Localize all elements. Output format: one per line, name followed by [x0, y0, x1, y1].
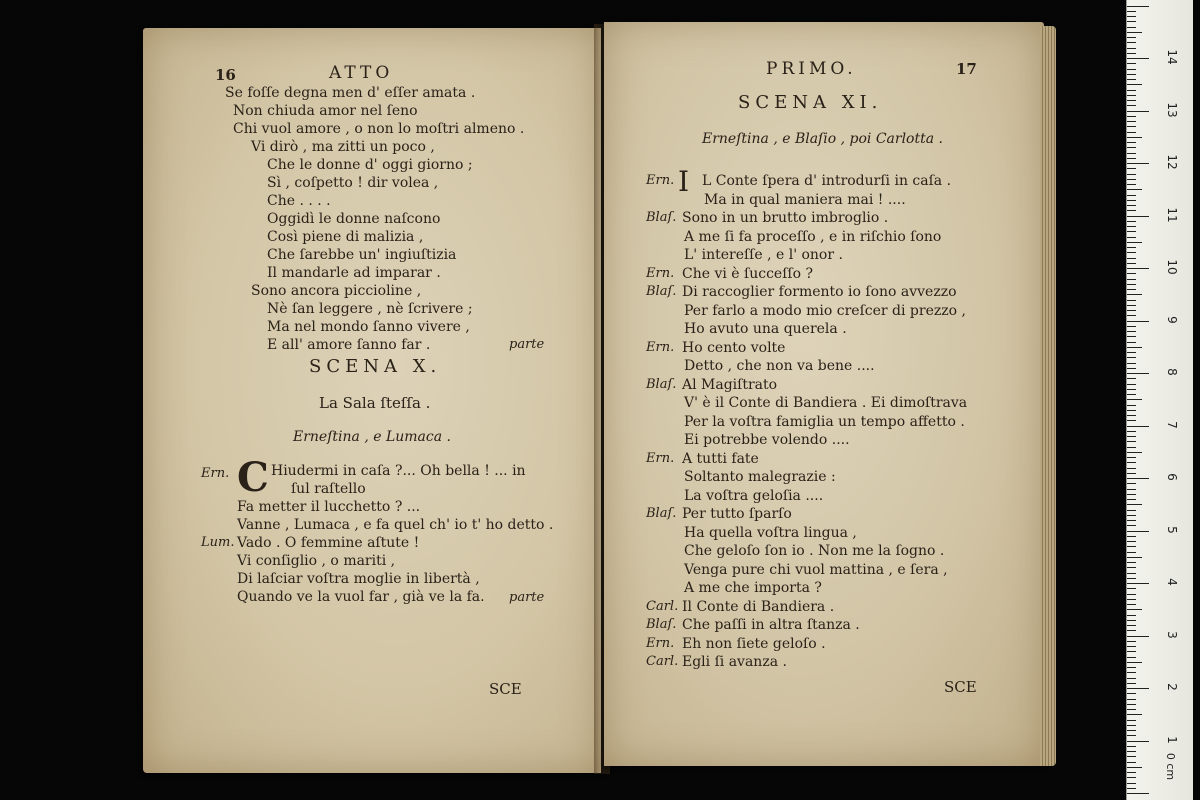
ruler-tick: [1127, 268, 1149, 269]
verse-line: Sono ancora piccioline ,: [251, 283, 422, 299]
speaker-label: Carl.: [646, 654, 679, 669]
ruler-tick: [1127, 32, 1142, 33]
ruler-tick: [1127, 321, 1149, 322]
ruler-tick: [1127, 158, 1136, 159]
speaker-label: Blaſ.: [646, 617, 677, 632]
dialogue-line: Vado . O femmine aſtute !: [237, 535, 420, 551]
ruler-tick: [1127, 510, 1136, 511]
ruler-tick: [1127, 567, 1136, 568]
ruler-tick: [1127, 573, 1136, 574]
ruler-tick: [1127, 90, 1136, 91]
ruler-tick: [1127, 620, 1136, 621]
ruler-tick: [1127, 478, 1149, 479]
ruler-tick: [1127, 21, 1136, 22]
ruler-tick: [1127, 205, 1136, 206]
dialogue-line: Detto , che non va bene ....: [684, 358, 875, 374]
ruler-unit-label: 0 cm: [1164, 752, 1178, 781]
ruler-number: 13: [1165, 101, 1179, 118]
ruler-tick: [1127, 42, 1136, 43]
ruler-tick: [1127, 247, 1136, 248]
ruler-tick: [1127, 168, 1136, 169]
ruler-tick: [1127, 284, 1136, 285]
ruler-tick: [1127, 641, 1136, 642]
page-edges: [1040, 26, 1056, 766]
ruler-tick: [1127, 368, 1136, 369]
ruler-number: 12: [1165, 154, 1179, 170]
ruler-tick: [1127, 751, 1136, 752]
speaker-label: Blaſ.: [646, 376, 677, 392]
ruler-tick: [1127, 730, 1136, 731]
ruler-tick: [1127, 84, 1142, 85]
ruler-tick: [1127, 756, 1136, 757]
dialogue-line: Che paſſi in altra ſtanza .: [682, 617, 860, 633]
ruler-tick: [1127, 741, 1149, 742]
ruler-tick: [1127, 153, 1136, 154]
ruler-tick: [1127, 79, 1136, 80]
ruler-tick: [1127, 69, 1136, 70]
ruler-tick: [1127, 531, 1149, 532]
ruler-tick: [1127, 588, 1136, 589]
ruler-tick: [1127, 363, 1136, 364]
ruler-tick: [1127, 326, 1136, 327]
stage-direction-parte: parte: [509, 337, 545, 352]
ruler-tick: [1127, 777, 1136, 778]
page-number-16: 16: [215, 66, 236, 84]
ruler-tick: [1127, 357, 1136, 358]
ruler-number: 8: [1165, 368, 1179, 376]
ruler-tick: [1127, 48, 1136, 49]
ruler-tick: [1127, 347, 1142, 348]
ruler-tick: [1127, 252, 1136, 253]
ruler-tick: [1127, 294, 1142, 295]
dialogue-line: Ho avuto una querela .: [684, 321, 847, 337]
ruler-tick: [1127, 447, 1136, 448]
speaker-label: Blaſ.: [646, 506, 677, 521]
ruler-tick: [1127, 137, 1142, 138]
measuring-ruler: [1126, 0, 1193, 800]
ruler-tick: [1127, 636, 1149, 637]
ruler-tick: [1127, 231, 1136, 232]
dialogue-line: Ma in qual maniera mai ! ....: [704, 191, 906, 208]
verse-line: Sì , coſpetto ! dir volea ,: [267, 175, 439, 191]
ruler-number: 1: [1165, 735, 1179, 744]
left-page: [143, 28, 601, 773]
ruler-tick: [1127, 163, 1149, 164]
verse-line: Nè ſan leggere , nè ſcrivere ;: [267, 301, 473, 317]
ruler-tick: [1127, 100, 1136, 101]
dialogue-line: Che vi è ſucceſſo ?: [682, 265, 813, 282]
ruler-tick: [1127, 221, 1136, 222]
ruler-tick: [1127, 210, 1136, 211]
page-number-17: 17: [956, 60, 977, 78]
ruler-tick: [1127, 536, 1136, 537]
verse-line: Oggidì le donne naſcono: [267, 211, 441, 227]
dialogue-line: L' intereſſe , e l' onor .: [684, 247, 843, 263]
ruler-tick: [1127, 468, 1136, 469]
ruler-tick: [1127, 352, 1136, 353]
ruler-tick: [1127, 410, 1136, 411]
ruler-tick: [1127, 305, 1136, 306]
ruler-tick: [1127, 336, 1136, 337]
ruler-number: 6: [1165, 473, 1179, 481]
scene-title: SCENA XI.: [738, 92, 883, 113]
ruler-tick: [1127, 200, 1136, 201]
scene-title: SCENA X.: [309, 356, 442, 377]
verse-line: Ma nel mondo ſanno vivere ,: [267, 319, 470, 335]
ruler-tick: [1127, 126, 1136, 127]
ruler-number: 14: [1165, 49, 1179, 65]
ruler-tick: [1127, 714, 1142, 715]
dialogue-line: Per tutto ſparſo: [682, 506, 792, 522]
ruler-tick: [1127, 58, 1149, 59]
ruler-tick: [1127, 520, 1136, 521]
dialogue-line: Al Magiſtrato: [682, 376, 778, 393]
dialogue-line: Il Conte di Bandiera .: [682, 598, 835, 615]
ruler-tick: [1127, 578, 1136, 579]
ruler-tick: [1127, 237, 1136, 238]
ruler-tick: [1127, 258, 1136, 259]
ruler-tick: [1127, 310, 1136, 311]
ruler-tick: [1127, 279, 1136, 280]
dialogue-line: Fa metter il lucchetto ? ...: [237, 499, 421, 515]
dialogue-line: Per farlo a modo mio creſcer di prezzo ,: [684, 302, 966, 319]
ruler-tick: [1127, 132, 1136, 133]
ruler-tick: [1127, 195, 1136, 196]
speaker-label: Ern.: [646, 265, 675, 281]
ruler-tick: [1127, 16, 1136, 17]
ruler-tick: [1127, 594, 1136, 595]
ruler-tick: [1127, 457, 1136, 458]
ruler-tick: [1127, 725, 1136, 726]
ruler-tick: [1127, 142, 1136, 143]
dialogue-line: Di raccoglier formento io ſono avvezzo: [682, 284, 957, 300]
ruler-tick: [1127, 662, 1142, 663]
ruler-tick: [1127, 672, 1136, 673]
ruler-tick: [1127, 315, 1136, 316]
ruler-tick: [1127, 436, 1136, 437]
verse-line: Vi dirò , ma zitti un poco ,: [251, 139, 435, 155]
speaker-label: Ern.: [646, 173, 675, 188]
scene-characters: Erneſtina , e Blaſio , poi Carlotta .: [702, 131, 943, 147]
ruler-tick: [1127, 646, 1136, 647]
ruler-tick: [1127, 27, 1136, 28]
dialogue-line: Di laſciar voſtra moglie in libertà ,: [237, 571, 480, 587]
ruler-tick: [1127, 331, 1136, 332]
scene-characters: Erneſtina , e Lumaca .: [293, 429, 451, 445]
ruler-tick: [1127, 384, 1136, 385]
ruler-tick: [1127, 772, 1136, 773]
ruler-tick: [1127, 63, 1136, 64]
ruler-tick: [1127, 95, 1136, 96]
ruler-tick: [1127, 557, 1142, 558]
speaker-label: Blaſ.: [646, 210, 677, 225]
ruler-tick: [1127, 53, 1136, 54]
dialogue-line: Ha quella voſtra lingua ,: [684, 524, 857, 541]
ruler-tick: [1127, 405, 1136, 406]
ruler-tick: [1127, 609, 1142, 610]
ruler-tick: [1127, 693, 1136, 694]
ruler-tick: [1127, 189, 1142, 190]
ruler-tick: [1127, 226, 1136, 227]
ruler-tick: [1127, 273, 1136, 274]
ruler-tick: [1127, 762, 1136, 763]
ruler-tick: [1127, 483, 1136, 484]
ruler-tick: [1127, 121, 1136, 122]
ruler-tick: [1127, 704, 1136, 705]
ruler-tick: [1127, 105, 1136, 106]
ruler-tick: [1127, 11, 1136, 12]
ruler-tick: [1127, 783, 1136, 784]
ruler-tick: [1127, 657, 1136, 658]
ruler-tick: [1127, 599, 1136, 600]
ruler-tick: [1127, 116, 1136, 117]
ruler-tick: [1127, 74, 1136, 75]
ruler-tick: [1127, 720, 1136, 721]
ruler-tick: [1127, 179, 1136, 180]
ruler-tick: [1127, 289, 1136, 290]
ruler-tick: [1127, 651, 1136, 652]
ruler-tick: [1127, 515, 1136, 516]
ruler-tick: [1127, 462, 1136, 463]
ruler-tick: [1127, 699, 1136, 700]
speaker-label: Lum.: [201, 535, 235, 550]
ruler-tick: [1127, 373, 1149, 374]
verse-line: E all' amore ſanno far .: [267, 337, 431, 353]
ruler-tick: [1127, 415, 1136, 416]
drop-cap: I: [678, 165, 690, 198]
ruler-tick: [1127, 342, 1136, 343]
dialogue-line: Soltanto malegrazie :: [684, 469, 836, 485]
catchword: SCE: [944, 678, 977, 696]
speaker-label: Carl.: [646, 598, 679, 614]
dialogue-line: Vanne , Lumaca , e fa quel ch' io t' ho detto .: [237, 517, 554, 533]
verse-line: Se foſſe degna men d' eſſer amata .: [225, 85, 476, 101]
ruler-tick: [1127, 426, 1149, 427]
ruler-tick: [1127, 678, 1136, 679]
ruler-tick: [1127, 625, 1136, 626]
ruler-tick: [1127, 604, 1136, 605]
ruler-tick: [1127, 473, 1136, 474]
speaker-label: Ern.: [646, 635, 675, 651]
speaker-label: Blaſ.: [646, 284, 677, 299]
dialogue-line: Egli ſi avanza .: [682, 654, 787, 670]
ruler-tick: [1127, 37, 1136, 38]
verse-line: Che . . . .: [267, 193, 331, 209]
ruler-tick: [1127, 735, 1136, 736]
dialogue-line: Per la voſtra famiglia un tempo affetto .: [684, 413, 965, 430]
right-page: [604, 22, 1044, 766]
ruler-tick: [1127, 504, 1142, 505]
ruler-tick: [1127, 541, 1136, 542]
speaker-label: Ern.: [646, 450, 675, 466]
dialogue-line: Ho cento volte: [682, 339, 786, 356]
ruler-tick: [1127, 389, 1136, 390]
verse-line: Che le donne d' oggi giorno ;: [267, 157, 473, 173]
ruler-tick: [1127, 788, 1136, 789]
stage-direction-parte: parte: [509, 590, 545, 605]
ruler-tick: [1127, 630, 1136, 631]
ruler-tick: [1127, 489, 1136, 490]
verse-line: Che ſarebbe un' ingiuſtizia: [267, 247, 457, 263]
dialogue-line: A me ſi fa proceſſo , e in riſchio ſono: [684, 228, 942, 245]
ruler-tick: [1127, 667, 1136, 668]
ruler-tick: [1127, 552, 1136, 553]
ruler-tick: [1127, 242, 1142, 243]
ruler-tick: [1127, 525, 1136, 526]
ruler-tick: [1127, 300, 1136, 301]
dialogue-line: A me che importa ?: [684, 580, 822, 596]
ruler-tick: [1127, 111, 1149, 112]
ruler-number: 9: [1165, 315, 1179, 324]
dialogue-line: V' è il Conte di Bandiera . Ei dimoſtrava: [684, 395, 968, 411]
ruler-tick: [1127, 420, 1136, 421]
ruler-tick: [1127, 615, 1136, 616]
dialogue-line: La voſtra geloſia ....: [684, 487, 824, 504]
ruler-number: 2: [1165, 683, 1179, 691]
dialogue-line: A tutti fate: [682, 450, 759, 467]
ruler-tick: [1127, 499, 1136, 500]
ruler-tick: [1127, 452, 1142, 453]
ruler-tick: [1127, 441, 1136, 442]
ruler-tick: [1127, 174, 1136, 175]
ruler-tick: [1127, 399, 1142, 400]
ruler-tick: [1127, 709, 1136, 710]
ruler-tick: [1127, 394, 1136, 395]
ruler-tick: [1127, 263, 1136, 264]
ruler-tick: [1127, 6, 1149, 7]
ruler-number: 7: [1165, 420, 1179, 429]
ruler-number: 4: [1165, 578, 1179, 586]
ruler-tick: [1127, 184, 1136, 185]
dialogue-line: Ei potrebbe volendo ....: [684, 432, 850, 448]
ruler-tick: [1127, 583, 1149, 584]
dialogue-line: Vi conſiglio , o mariti ,: [237, 553, 396, 569]
ruler-tick: [1127, 562, 1136, 563]
ruler-number: 5: [1165, 525, 1179, 534]
ruler-tick: [1127, 431, 1136, 432]
ruler-tick: [1127, 688, 1149, 689]
verse-line: Chi vuol amore , o non lo moſtri almeno .: [233, 121, 525, 137]
ruler-tick: [1127, 216, 1149, 217]
drop-cap: C: [237, 454, 269, 501]
dialogue-line: Quando ve la vuol far , già ve la fa.: [237, 589, 485, 605]
ruler-number: 11: [1165, 206, 1179, 223]
verse-line: Così piene di malizia ,: [267, 229, 424, 245]
ruler-tick: [1127, 767, 1142, 768]
ruler-number: 3: [1165, 630, 1179, 639]
dialogue-line: ſul raſtello: [291, 481, 366, 497]
ruler-tick: [1127, 546, 1136, 547]
catchword: SCE: [489, 680, 522, 698]
scene-setting: La Sala ſteſſa .: [319, 394, 431, 412]
dialogue-line: Che geloſo ſon io . Non me la ſogno .: [684, 543, 945, 559]
verse-line: Non chiuda amor nel ſeno: [233, 103, 418, 119]
ruler-tick: [1127, 746, 1136, 747]
ruler-tick: [1127, 378, 1136, 379]
verse-line: Il mandarle ad imparar .: [267, 265, 441, 281]
ruler-tick: [1127, 494, 1136, 495]
speaker-label: Ern.: [646, 339, 675, 355]
dialogue-line: Sono in un brutto imbroglio .: [682, 210, 889, 226]
speaker-label: Ern.: [201, 466, 230, 481]
running-header-primo: PRIMO.: [766, 59, 857, 79]
dialogue-line: Eh non ſiete geloſo .: [682, 635, 826, 652]
ruler-number: 10: [1165, 259, 1179, 275]
ruler-tick: [1127, 793, 1149, 794]
ruler-tick: [1127, 147, 1136, 148]
dialogue-line: Hiudermi in caſa ?... Oh bella ! ... in: [271, 463, 526, 479]
ruler-tick: [1127, 683, 1136, 684]
running-header-atto: ATTO: [329, 63, 394, 83]
dialogue-line: Venga pure chi vuol mattina , e ſera ,: [684, 561, 948, 578]
dialogue-line: L Conte ſpera d' introdurſi in caſa .: [702, 173, 952, 189]
